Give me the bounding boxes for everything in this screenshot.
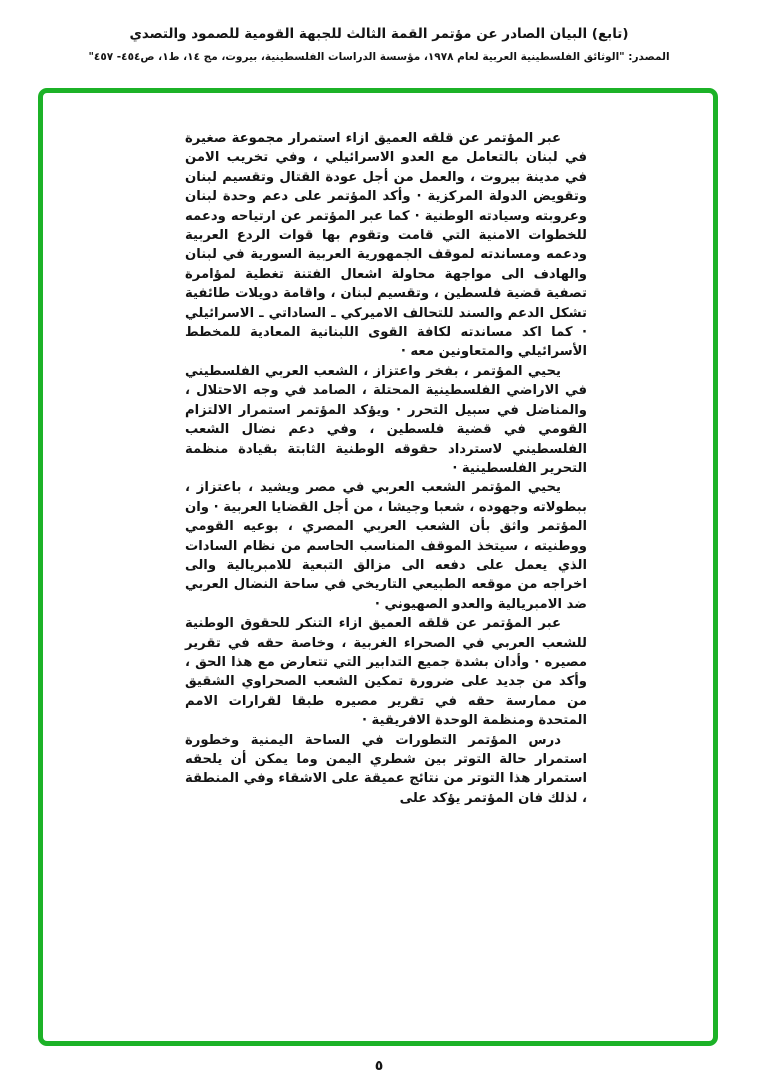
green-border-frame [38, 88, 718, 1046]
page-number: ٥ [374, 1058, 384, 1074]
paragraph-4: عبر المؤتمر عن قلقه العميق ازاء التنكر للحقوق الوطنية للشعب العربي في الصحراء الغربية ، وخاصة حقه في تقرير مصيره · وأدان بشدة جميع التدابير التي تتعارض مع هذا الحق ، وأكد من جديد على ضرورة تمكين الشعب الصحراوي الشقيق من ممارسة حقه في تقرير مصيره طبقا لقرارات الامم المتحدة ومنظمة الوحدة الافريقية · [185, 616, 587, 729]
paragraph-5: درس المؤتمر التطورات في الساحة اليمنية وخطورة استمرار حالة التوتر بين شطري اليمن وما يمكن أن يلحقه استمرار هذا التوتر من نتائج عميقة على الاشقاء وفي المنطقة ، لذلك فان المؤتمر يؤكد على [185, 732, 587, 806]
paragraph-3: يحيي المؤتمر الشعب العربي في مصر ويشيد ، باعتزاز ، ببطولاته وجهوده ، شعبا وجيشا ، من أجل القضايا العربية · وان المؤتمر واثق بأن الشعب العربي المصري ، بوعيه القومي ووطنيته ، سيتخذ الموقف المناسب الحاسم من نظام السادات الذي يعمل على دفعه الى مزالق التبعية للامبريالية والى اخراجه من موقعه الطبيعي التاريخي في ساحة النضال العربي ضد الامبريالية والعدو الصهيوني · [185, 480, 587, 612]
document-title: (تابع) البيان الصادر عن مؤتمر القمة الثالث للجبهة القومية للصمود والتصدي [129, 26, 629, 42]
body-text [185, 129, 587, 808]
paragraph-2: يحيي المؤتمر ، بفخر واعتزاز ، الشعب العربي الفلسطيني في الاراضي الفلسطينية المحتلة ، الصامد في وجه الاحتلال ، والمناضل في سبيل التحرر · ويؤكد المؤتمر استمرار الالتزام القومي في قضية فلسطين ، وفي دعم نضال الشعب الفلسطيني لاسترداد حقوقه الوطنية الثابتة بقيادة منظمة التحرير الفلسطينية · [185, 363, 587, 476]
document-header [0, 26, 758, 63]
document-source: المصدر: "الوثائق الفلسطينية العربية لعام ١٩٧٨، مؤسسة الدراسات الفلسطينية، بيروت، مج ١٤، ط١، ص٤٥٤- ٤٥٧" [88, 51, 670, 63]
paragraph-1: عبر المؤتمر عن قلقه العميق ازاء استمرار مجموعة صغيرة في لبنان بالتعامل مع العدو الاسرائيلي ، وفي تخريب الامن في مدينة بيروت ، والعمل من أجل عودة القتال وتقسيم لبنان وتقويض الدولة المركزية · وأكد المؤتمر على دعم وحدة لبنان وعروبته وسيادته الوطنية · كما عبر المؤتمر عن ارتياحه ودعمه للخطوات الامنية التي قامت وتقوم بها قوات الردع العربية ودعمه ومساندته لموقف الجمهورية العربية السورية في لبنان والهادف الى مواجهة محاولة اشعال الفتنة تغطية لمؤامرة تصفية قضية فلسطين ، وتقسيم لبنان ، واقامة دويلات طائفية تشكل الدعم والسند للتحالف الاميركي ـ الساداتي ـ الاسرائيلي · كما اكد مساندته لكافة القوى اللبنانية المعادية للمخطط الأسرائيلي والمتعاونين معه · [185, 131, 587, 360]
